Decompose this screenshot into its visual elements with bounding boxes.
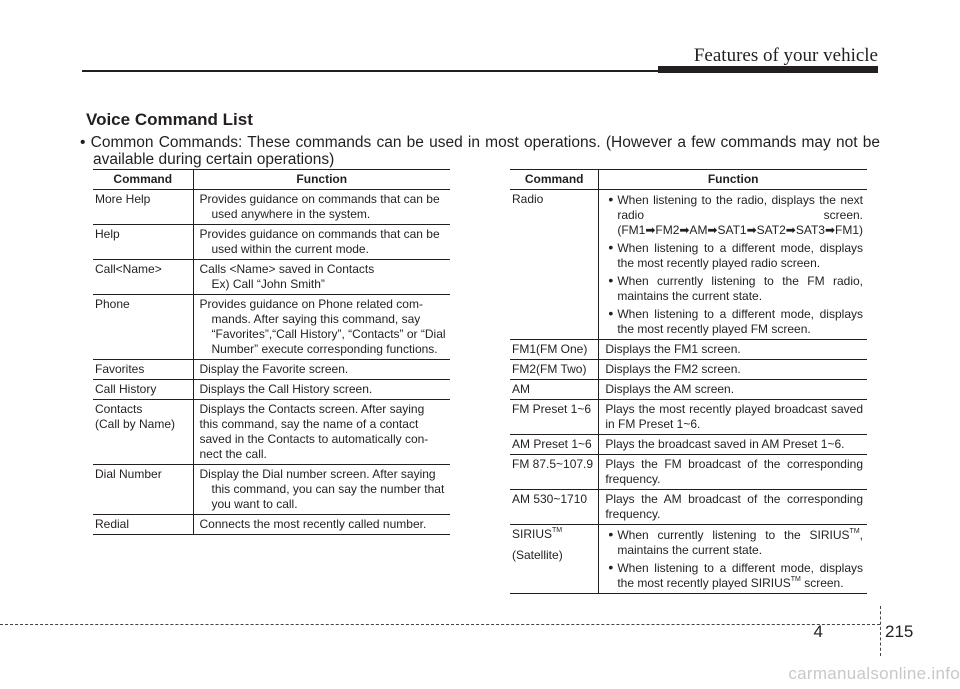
- function-cell: [193, 190, 450, 225]
- function-cell: [599, 190, 867, 340]
- function-line: you want to call.: [211, 497, 298, 511]
- function-cell: Plays the FM broadcast of the corresponding frequency.: [599, 455, 867, 490]
- bullet-item: [605, 527, 863, 558]
- function-line: used within the current mode.: [211, 242, 369, 256]
- function-line: nect the call.: [199, 447, 267, 461]
- function-line: mands. After saying this command, say: [211, 312, 421, 326]
- command-cell: Favorites: [93, 360, 193, 380]
- bullet-item: • When currently listening to the FM radio, maintains the current state.: [605, 273, 863, 304]
- table-row: [510, 380, 867, 400]
- command-cell: Call<Name>: [93, 260, 193, 295]
- function-cell: [193, 380, 450, 400]
- command-cell: AM Preset 1~6: [510, 435, 599, 455]
- table-row: [93, 225, 450, 260]
- intro-text-1: Common Commands: These commands can be used in most operations. (However a few commands may not be: [90, 134, 880, 151]
- function-cell: [193, 400, 450, 465]
- footer-rule: [0, 624, 880, 625]
- table-row: [510, 340, 867, 360]
- table-row: [93, 400, 450, 465]
- chapter-number: 4: [813, 622, 823, 641]
- intro-line-2: available during certain operations): [93, 151, 335, 168]
- command-cell: More Help: [93, 190, 193, 225]
- function-cell: [193, 465, 450, 515]
- command-table-left: [93, 169, 450, 535]
- function-cell: [193, 360, 450, 380]
- table-row: [510, 525, 867, 594]
- function-cell: Displays the FM1 screen.: [599, 340, 867, 360]
- bullet-item: • When listening to the radio, displays the next radio screen. (FM1➡FM2➡AM➡SAT1➡SAT2➡SAT3➡FM1): [605, 192, 863, 238]
- command-cell: [510, 525, 599, 594]
- table-row: [93, 295, 450, 360]
- function-line: this command, say the name of a contact: [199, 417, 419, 431]
- table-header-row: [93, 170, 450, 190]
- command-cell: FM Preset 1~6: [510, 400, 599, 435]
- command-cell: FM2(FM Two): [510, 360, 599, 380]
- section-title: Voice Command List: [86, 110, 253, 129]
- function-cell: [193, 295, 450, 360]
- bullet-icon: •: [80, 134, 86, 151]
- function-line: Provides guidance on commands that can be: [199, 192, 440, 206]
- command-cell: AM: [510, 380, 599, 400]
- table-row: [93, 380, 450, 400]
- function-cell: [193, 225, 450, 260]
- function-cell: Plays the AM broadcast of the corresponding frequency.: [599, 490, 867, 525]
- command-cell: Radio: [510, 190, 599, 340]
- table-row: [510, 435, 867, 455]
- command-line: (Satellite): [512, 548, 563, 562]
- bullet-text: When currently listening to the SIRIUS: [617, 528, 850, 542]
- command-cell: Call History: [93, 380, 193, 400]
- command-line: Contacts: [95, 402, 143, 416]
- column-header-function: Function: [193, 170, 450, 190]
- command-cell: AM 530~1710: [510, 490, 599, 525]
- table-row: [93, 515, 450, 535]
- footer-divider: [880, 606, 881, 656]
- table-row: [93, 190, 450, 225]
- header-rule: [82, 70, 878, 72]
- page-number-value: 215: [885, 622, 914, 641]
- function-line: Number” execute corresponding functions.: [211, 342, 438, 356]
- function-cell: Displays the AM screen.: [599, 380, 867, 400]
- function-line: Displays the Call History screen.: [199, 382, 373, 396]
- function-line: Calls <Name> saved in Contacts: [199, 262, 375, 276]
- command-cell: FM 87.5~107.9: [510, 455, 599, 490]
- column-header-command: Command: [93, 170, 193, 190]
- bullet-item: • When listening to a different mode, displays the most recently played radio screen.: [605, 240, 863, 271]
- function-line: Provides guidance on Phone related com-: [199, 297, 423, 311]
- function-cell: Plays the most recently played broadcast saved in FM Preset 1~6.: [599, 400, 867, 435]
- function-line: Displays the Contacts screen. After saying: [199, 402, 425, 416]
- function-cell: Displays the FM2 screen.: [599, 360, 867, 380]
- command-line: [512, 527, 594, 542]
- table-row: [510, 190, 867, 340]
- function-line: this command, you can say the number that: [211, 482, 445, 496]
- bullet-text: When listening to a different mode, displays the most recently played SIRIUS: [617, 561, 863, 590]
- function-cell: [599, 525, 867, 594]
- sirius-label: SIRIUS: [512, 527, 553, 541]
- trademark-mark: TM: [552, 527, 563, 534]
- function-cell: Plays the broadcast saved in AM Preset 1~6.: [599, 435, 867, 455]
- trademark-mark: TM: [790, 576, 801, 583]
- table-row: [510, 455, 867, 490]
- table-row: [510, 360, 867, 380]
- trademark-mark: TM: [849, 528, 860, 535]
- function-line: Display the Dial number screen. After saying: [199, 467, 436, 481]
- function-line: saved in the Contacts to automatically con-: [199, 432, 429, 446]
- table-row: [93, 260, 450, 295]
- table-row: [510, 490, 867, 525]
- intro-paragraph: [80, 134, 880, 168]
- bullet-item: [605, 560, 863, 591]
- watermark: carmanualsonline.info: [788, 664, 960, 683]
- table-row: [93, 465, 450, 515]
- function-line: Provides guidance on commands that can be: [199, 227, 440, 241]
- column-header-function: Function: [599, 170, 867, 190]
- table-header-row: [510, 170, 867, 190]
- command-line: (Call by Name): [95, 417, 176, 431]
- command-cell: Dial Number: [93, 465, 193, 515]
- bullet-text: screen.: [800, 576, 844, 590]
- table-row: [510, 400, 867, 435]
- function-line: Ex) Call “John Smith”: [211, 277, 325, 291]
- column-header-command: Command: [510, 170, 599, 190]
- command-cell: FM1(FM One): [510, 340, 599, 360]
- command-table-right: [510, 169, 867, 594]
- page-header-title: Features of your vehicle: [693, 45, 878, 66]
- function-line: used anywhere in the system.: [211, 207, 371, 221]
- command-cell: Phone: [93, 295, 193, 360]
- intro-line-1: [80, 134, 880, 151]
- function-cell: [193, 260, 450, 295]
- function-cell: [193, 515, 450, 535]
- bullet-text: , maintains the current state.: [617, 528, 863, 557]
- command-cell: Redial: [93, 515, 193, 535]
- function-line: Display the Favorite screen.: [199, 362, 349, 376]
- command-cell: Help: [93, 225, 193, 260]
- table-row: [93, 360, 450, 380]
- command-cell: [93, 400, 193, 465]
- function-line: Connects the most recently called number.: [199, 517, 427, 531]
- function-line: “Favorites”,“Call History”, “Contacts” or “Dial: [211, 327, 446, 341]
- bullet-item: • When listening to a different mode, displays the most recently played FM screen.: [605, 306, 863, 337]
